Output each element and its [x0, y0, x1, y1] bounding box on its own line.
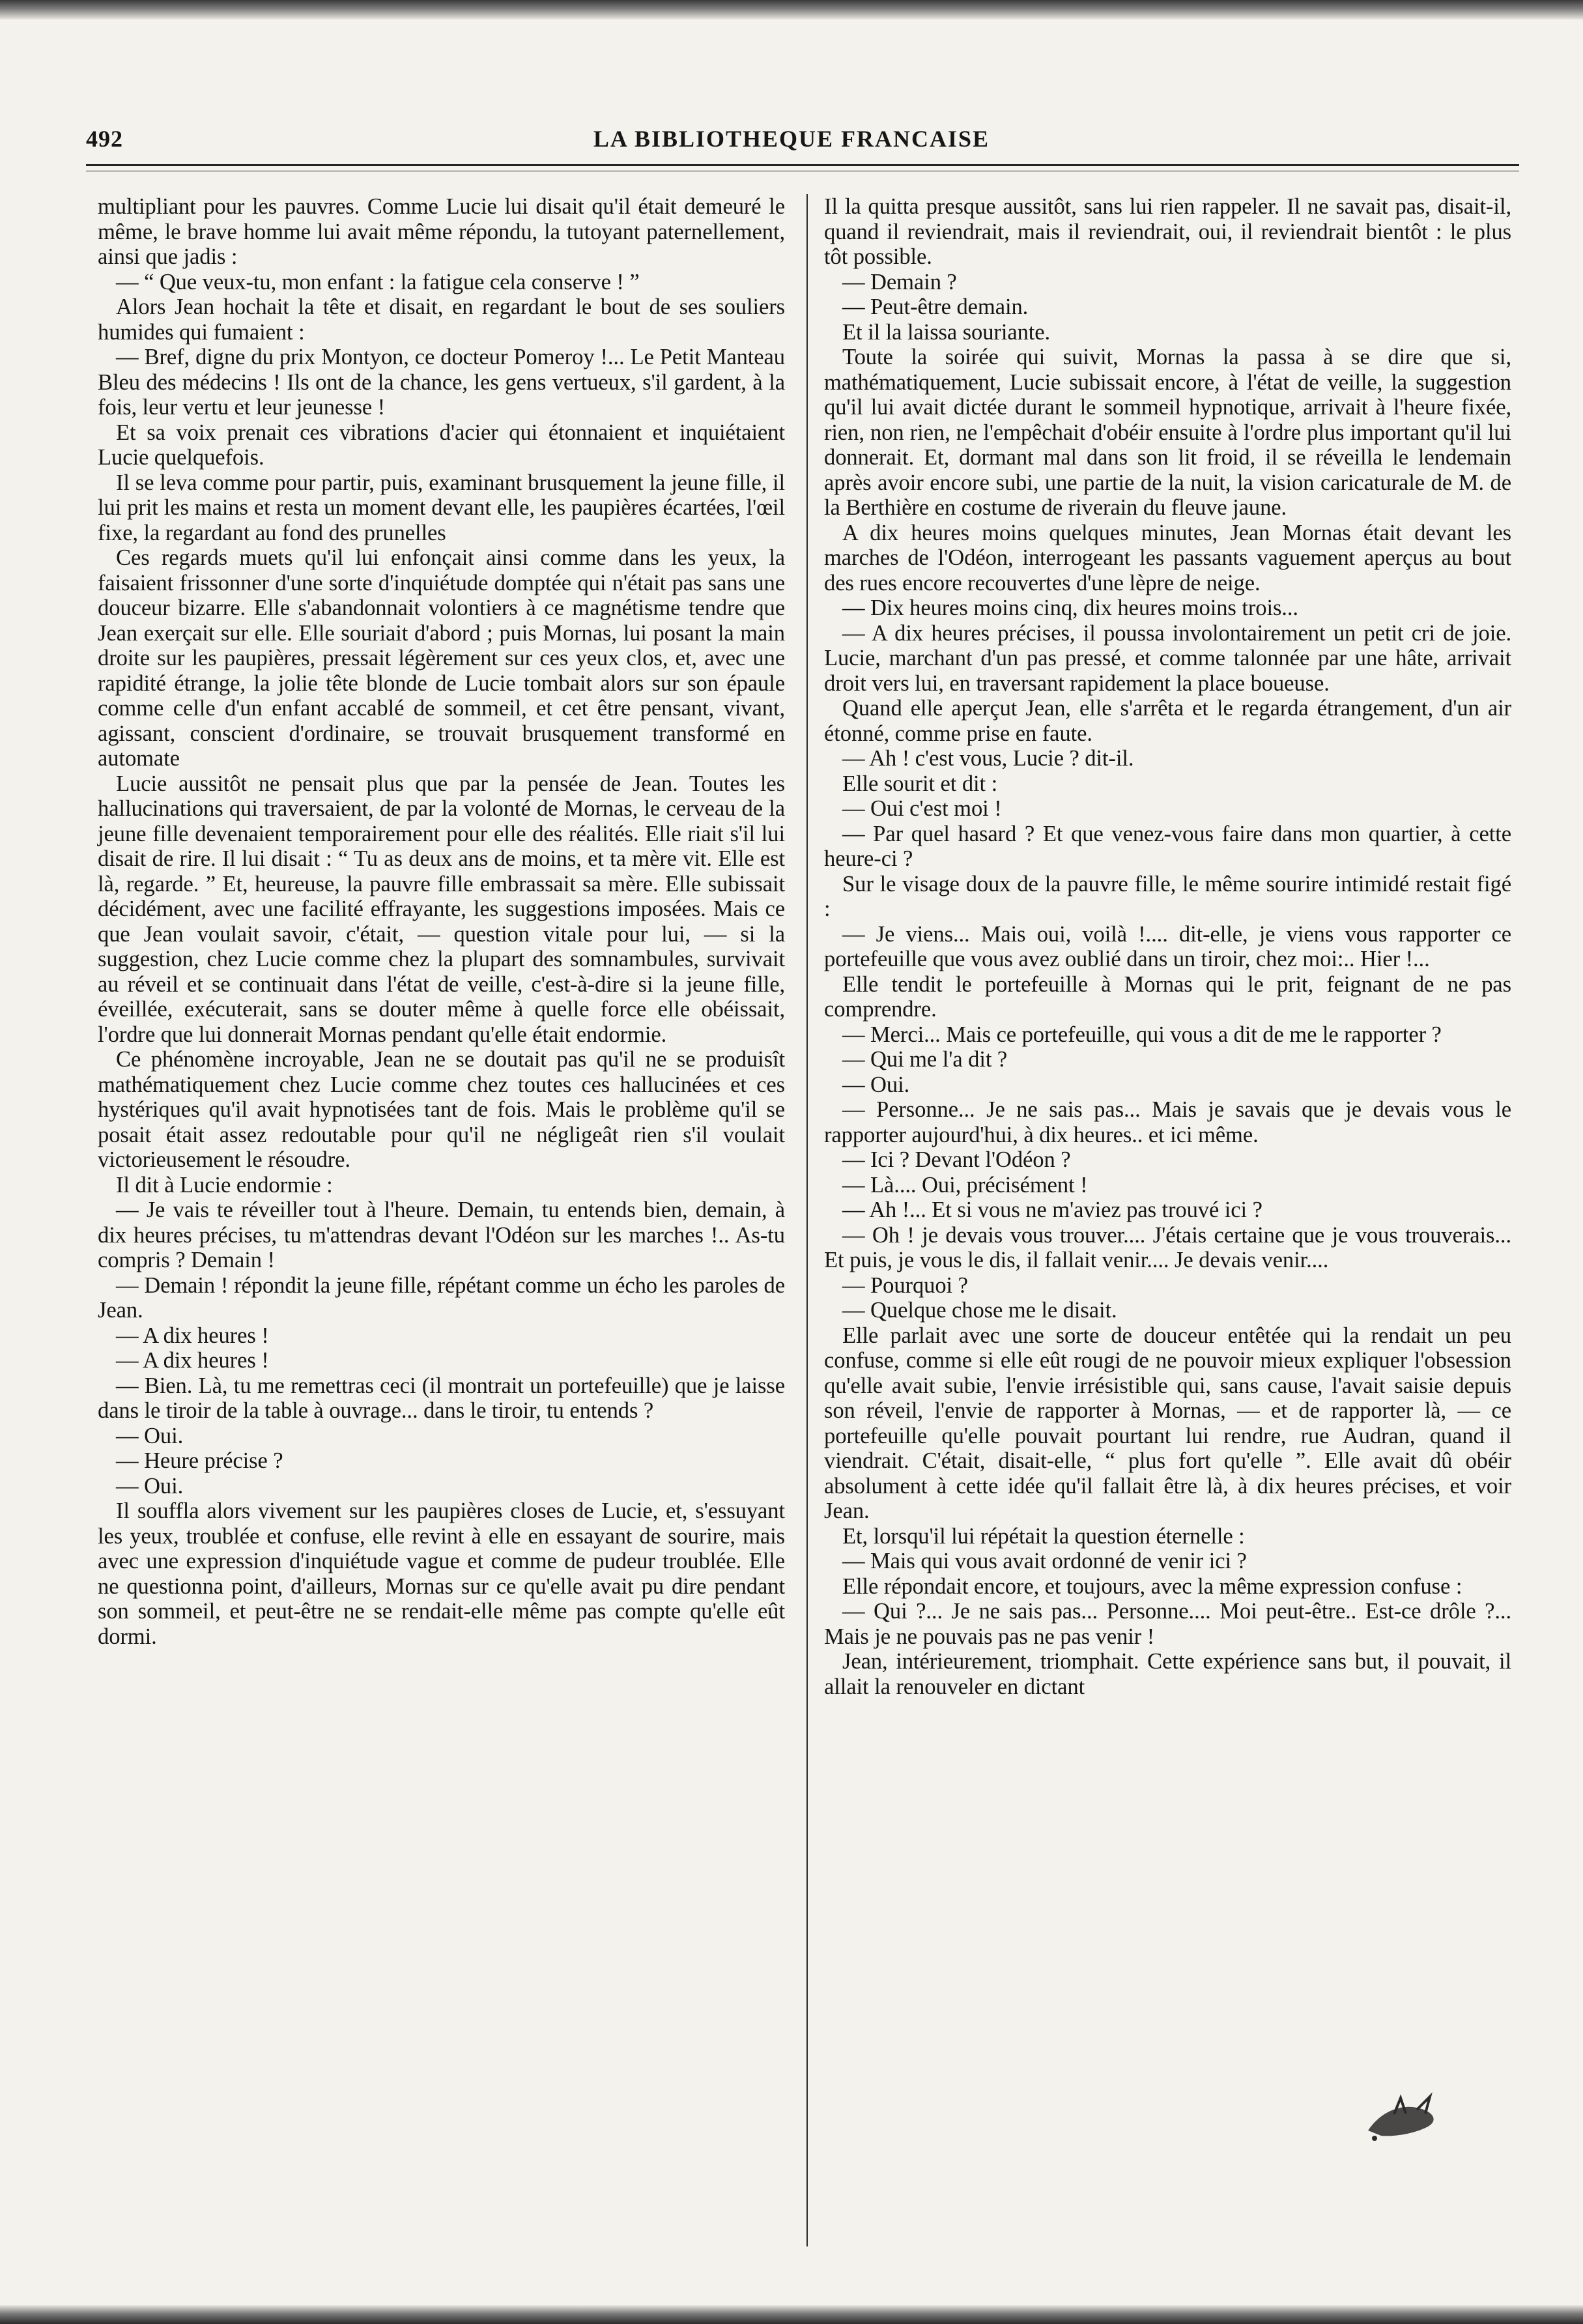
paragraph: — Mais qui vous avait ordonné de venir ici ? — [842, 1549, 1247, 1573]
paragraph: — “ Que veux-tu, mon enfant : la fatigue cela conserve ! ” — [116, 269, 640, 294]
paragraph: — Oui. — [842, 1072, 910, 1097]
paragraph: — Ici ? Devant l'Odéon ? — [842, 1147, 1071, 1172]
paragraph: — Là.... Oui, précisément ! — [842, 1172, 1088, 1198]
paragraph: Ce phénomène incroyable, Jean ne se doutait pas qu'il ne se produisît mathématiquement chez Lucie comme chez toutes ces hallucinées et ces hystériques qu'il avait hypnotisées tant de fois. Mais le problème qu'il se posait était assez redoutable pour qu'il ne négligeât rien s'il voulait victorieusement le résoudre. — [98, 1047, 785, 1172]
paragraph: — Quelque chose me le disait. — [842, 1298, 1117, 1323]
paragraph: Jean, intérieurement, triomphait. Cette expérience sans but, il pouvait, il allait la renouveler en dictant — [824, 1649, 1511, 1699]
paragraph: Alors Jean hochait la tête et disait, en regardant le bout de ses souliers humides qui fumaient : — [98, 294, 785, 345]
paragraph: Il souffla alors vivement sur les paupières closes de Lucie, et, s'essuyant les yeux, troublée et confuse, elle revint à elle en essayant de sourire, mais avec une expression d'inquiétude vague et comme de pudeur troublée. Elle ne questionna point, d'ailleurs, Mornas sur ce qu'elle avait pu dire pendant son sommeil, et peut-être ne se rendait-elle même pas compte qu'elle eût dormi. — [98, 1499, 785, 1649]
paragraph: — Je viens... Mais oui, voilà !.... dit-elle, je viens vous rapporter ce portefeuille que vous avez oublié dans un tiroir, chez moi:.. Hier !... — [824, 921, 1511, 971]
paragraph: — Qui ?... Je ne sais pas... Personne.... Moi peut-être.. Est-ce drôle ?... Mais je ne pouvais pas ne pas venir ! — [824, 1599, 1511, 1649]
header-rule — [86, 164, 1519, 171]
paragraph: Et il la laissa souriante. — [842, 319, 1051, 345]
column-divider — [806, 194, 808, 2246]
paragraph: — Demain ! répondit la jeune fille, répétant comme un écho les paroles de Jean. — [98, 1272, 785, 1323]
paragraph: — Oui c'est moi ! — [842, 796, 1002, 821]
paragraph: Elle répondait encore, et toujours, avec la même expression confuse : — [842, 1573, 1462, 1599]
paragraph: Il dit à Lucie endormie : — [116, 1172, 333, 1198]
paragraph: Il se leva comme pour partir, puis, examinant brusquement la jeune fille, il lui prit les mains et resta un moment devant elle, les paupières écartées, l'œil fixe, la regardant au fond des prunelles — [98, 470, 785, 545]
paragraph: Lucie aussitôt ne pensait plus que par la pensée de Jean. Toutes les hallucinations qui traversaient, de par la volonté de Mornas, le cerveau de la jeune fille devenaient temporairement pour elle des réalités. Elle riait s'il lui disait de rire. Il lui disait : “ Tu as deux ans de moins, et ta mère vit. Elle est là, regarde. ” Et, heureuse, la pauvre fille embrassait sa mère. Elle subissait décidément, avec une facilité effrayante, les suggestions imposées. Mais ce que Jean voulait savoir, c'était, — question vitale pour lui, — si la suggestion, chez Lucie comme chez la plupart des somnambules, survivait au réveil et se continuait dans l'état de veille, c'est-à-dire si la jeune fille, éveillée, exécuterait, sans se douter même à quelle force elle obéissait, l'ordre que lui donnerait Mornas pendant qu'elle était endormie. — [98, 771, 785, 1047]
paragraph: Elle sourit et dit : — [842, 771, 998, 796]
paragraph: — Qui me l'a dit ? — [842, 1047, 1008, 1072]
paragraph: — Oui. — [116, 1423, 184, 1448]
paragraph: — Bien. Là, tu me remettras ceci (il montrait un portefeuille) que je laisse dans le tiroir de la table à ouvrage... dans le tiroir, tu entends ? — [98, 1373, 785, 1423]
paragraph: Et sa voix prenait ces vibrations d'acier qui étonnaient et inquiétaient Lucie quelquefois. — [98, 420, 785, 470]
paragraph: Sur le visage doux de la pauvre fille, le même sourire intimidé restait figé : — [824, 871, 1511, 921]
running-title: LA BIBLIOTHEQUE FRANCAISE — [593, 126, 990, 152]
paragraph: — Merci... Mais ce portefeuille, qui vous a dit de me le rapporter ? — [842, 1022, 1442, 1047]
right-column — [824, 194, 1511, 1699]
paragraph: — Oh ! je devais vous trouver.... J'étais certaine que je vous trouverais... Et puis, je vous le dis, il fallait venir.... Je devais venir.... — [824, 1222, 1511, 1272]
paragraph: — Par quel hasard ? Et que venez-vous faire dans mon quartier, à cette heure-ci ? — [824, 821, 1511, 871]
paragraph: Et, lorsqu'il lui répétait la question éternelle : — [842, 1523, 1245, 1549]
page-number: 492 — [86, 126, 123, 152]
paragraph: Il la quitta presque aussitôt, sans lui rien rappeler. Il ne savait pas, disait-il, quand il reviendrait, mais il reviendrait, oui, il reviendrait bientôt : le plus tôt possible. — [824, 194, 1511, 269]
paragraph: — Pourquoi ? — [842, 1272, 968, 1298]
paragraph: — Demain ? — [842, 269, 957, 294]
scan-bottom-edge — [0, 2305, 1583, 2324]
paragraph: — Oui. — [116, 1473, 184, 1499]
ink-blot-ornament — [1355, 2085, 1453, 2144]
paragraph: — Personne... Je ne sais pas... Mais je savais que je devais vous le rapporter aujourd'hui, à dix heures.. et ici même. — [824, 1097, 1511, 1147]
paragraph: Quand elle aperçut Jean, elle s'arrêta et le regarda étrangement, d'un air étonné, comme prise en faute. — [824, 696, 1511, 746]
paragraph: — A dix heures ! — [116, 1323, 269, 1348]
paragraph: — Bref, digne du prix Montyon, ce docteur Pomeroy !... Le Petit Manteau Bleu des médecins ! Ils ont de la chance, les gens vertueux, s'il gardent, à la fois, leur vertu et leur jeunesse ! — [98, 345, 785, 420]
paragraph: — Peut-être demain. — [842, 294, 1029, 319]
paragraph: multipliant pour les pauvres. Comme Lucie lui disait qu'il était demeuré le même, le brave homme lui avait même répondu, la tutoyant paternellement, ainsi que jadis : — [98, 194, 785, 269]
paragraph: A dix heures moins quelques minutes, Jean Mornas était devant les marches de l'Odéon, interrogeant les passants vaguement aperçus au bout des rues encore recouvertes d'une lèpre de neige. — [824, 520, 1511, 595]
scan-top-edge — [0, 0, 1583, 20]
paragraph: — Ah !... Et si vous ne m'aviez pas trouvé ici ? — [842, 1198, 1262, 1222]
paragraph: — Dix heures moins cinq, dix heures moins trois... — [842, 595, 1298, 620]
paragraph: Toute la soirée qui suivit, Mornas la passa à se dire que si, mathématiquement, Lucie subissait encore, à l'état de veille, la suggestion qu'il lui avait dictée durant le sommeil hypnotique, arrivait à l'heure fixée, rien, non rien, ne l'empêchait d'obéir ensuite à l'ordre plus important qu'il lui donnerait. Et, dormant mal dans son lit froid, il se réveilla le lendemain après avoir encore subi, une partie de la nuit, la vision caricaturale de M. de la Berthière en costume de riverain du fleuve jaune. — [824, 345, 1511, 520]
left-column — [98, 194, 785, 1649]
paragraph: — Ah ! c'est vous, Lucie ? dit-il. — [842, 746, 1134, 771]
paragraph: Ces regards muets qu'il lui enfonçait ainsi comme dans les yeux, la faisaient frissonner d'une sorte d'inquiétude domptée qui n'était pas sans une douceur bizarre. Elle s'abandonnait volontiers à ce magnétisme tendre que Jean exerçait sur elle. Elle souriait d'abord ; puis Mornas, lui posant la main droite sur les paupières, pressait légèrement sur ces yeux clos, et, avec une rapidité étrange, la jolie tête blonde de Lucie tombait alors sur son épaule comme celle d'un enfant accablé de sommeil, et cet être pensant, vivant, agissant, conscient d'ordinaire, se trouvait brusquement transformé en automate — [98, 545, 785, 771]
paragraph: Elle tendit le portefeuille à Mornas qui le prit, feignant de ne pas comprendre. — [824, 971, 1511, 1022]
paragraph: — Heure précise ? — [116, 1448, 283, 1473]
paragraph: — Je vais te réveiller tout à l'heure. Demain, tu entends bien, demain, à dix heures précises, tu m'attendras devant l'Odéon sur les marches !.. As-tu compris ? Demain ! — [98, 1198, 785, 1272]
paragraph: Elle parlait avec une sorte de douceur entêtée qui la rendait un peu confuse, comme si elle eût rougi de ne pouvoir mieux expliquer l'obsession qu'elle avait subie, l'envie irrésistible qui, sans cause, l'avait saisie depuis son réveil, l'envie de rapporter à Mornas, — et de rapporter là, — ce portefeuille qu'elle pouvait pourtant lui rendre, rue Audran, quand il viendrait. C'était, disait-elle, “ plus fort qu'elle ”. Elle avait dû obéir absolument à cette idée qu'il fallait être là, à dix heures précises, et voir Jean. — [824, 1323, 1511, 1523]
paragraph: — A dix heures ! — [116, 1348, 269, 1373]
paragraph: — A dix heures précises, il poussa involontairement un petit cri de joie. Lucie, marchant d'un pas pressé, et comme talonnée par une hâte, arrivait droit vers lui, en traversant rapidement la place boueuse. — [824, 620, 1511, 696]
